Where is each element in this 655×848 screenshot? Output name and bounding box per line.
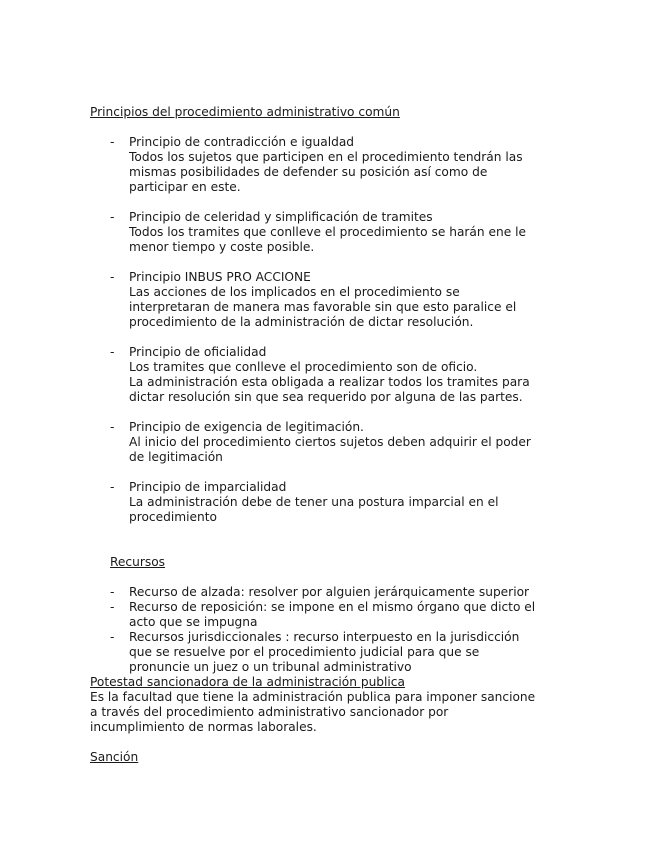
heading-recursos: Recursos — [110, 555, 166, 569]
principle-title: Principio de celeridad y simplificación de tramites — [129, 210, 433, 224]
heading-principios: Principios del procedimiento administrativo común — [90, 105, 400, 119]
bullet-dash: - — [110, 345, 115, 359]
list-item-principle-3 — [110, 270, 570, 330]
principle-text-line: Al inicio del procedimiento ciertos sujetos deben adquirir el poder — [129, 435, 531, 449]
principle-text-line: La administración esta obligada a realizar todos los tramites para — [129, 375, 530, 389]
list-item-principle-4 — [110, 345, 570, 405]
potestad-paragraph — [90, 690, 570, 735]
resource-text-line: Recurso de reposición: se impone en el mismo órgano que dicto el — [129, 600, 536, 614]
principle-text-line: procedimiento — [129, 510, 217, 524]
resources-list — [110, 585, 570, 675]
bullet-dash: - — [110, 600, 115, 614]
list-item-principle-2 — [110, 210, 570, 255]
list-item-principle-5 — [110, 420, 570, 465]
resource-text-line: que se resuelve por el procedimiento judicial para que se — [129, 645, 480, 659]
resource-text-line: acto que se impugna — [129, 615, 258, 629]
principle-text-line: de legitimación — [129, 450, 223, 464]
principle-text-line: mismas posibilidades de defender su posición así como de — [129, 165, 488, 179]
bullet-dash: - — [110, 135, 115, 149]
heading-sancion: Sanción — [90, 750, 139, 764]
principle-title: Principio de imparcialidad — [129, 480, 287, 494]
resource-text-line: Recursos jurisdiccionales : recurso interpuesto en la jurisdicción — [129, 630, 520, 644]
principle-text-line: dictar resolución sin que sea requerido por alguna de las partes. — [129, 390, 523, 404]
principle-title: Principio INBUS PRO ACCIONE — [129, 270, 311, 284]
principle-text-line: interpretaran de manera mas favorable sin que esto paralice el — [129, 300, 517, 314]
principle-text-line: procedimiento de la administración de dictar resolución. — [129, 315, 474, 329]
principle-title: Principio de exigencia de legitimación. — [129, 420, 364, 434]
resource-text-line: pronuncie un juez o un tribunal administrativo — [129, 660, 412, 674]
principle-text-line: Las acciones de los implicados en el procedimiento se — [129, 285, 460, 299]
principle-text-line: menor tiempo y coste posible. — [129, 240, 315, 254]
list-item-resource-3 — [110, 630, 570, 675]
principle-title: Principio de oficialidad — [129, 345, 267, 359]
bullet-dash: - — [110, 210, 115, 224]
principle-text-line: La administración debe de tener una postura imparcial en el — [129, 495, 499, 509]
paragraph-line: incumplimiento de normas laborales. — [90, 720, 317, 734]
principle-text-line: participar en este. — [129, 180, 241, 194]
bullet-dash: - — [110, 480, 115, 494]
bullet-dash: - — [110, 585, 115, 599]
bullet-dash: - — [110, 630, 115, 644]
principle-title: Principio de contradicción e igualdad — [129, 135, 355, 149]
list-item-resource-1 — [110, 585, 570, 600]
principle-text-line: Todos los sujetos que participen en el procedimiento tendrán las — [129, 150, 523, 164]
bullet-dash: - — [110, 420, 115, 434]
principle-text-line: Todos los tramites que conlleve el procedimiento se harán ene le — [129, 225, 526, 239]
list-item-principle-6 — [110, 480, 570, 525]
principle-text-line: Los tramites que conlleve el procedimiento son de oficio. — [129, 360, 478, 374]
heading-potestad: Potestad sancionadora de la administración publica — [90, 675, 405, 689]
list-item-principle-1 — [110, 135, 570, 195]
paragraph-line: Es la facultad que tiene la administración publica para imponer sancione — [90, 690, 536, 704]
paragraph-line: a través del procedimiento administrativo sancionador por — [90, 705, 449, 719]
list-item-resource-2 — [110, 600, 570, 630]
bullet-dash: - — [110, 270, 115, 284]
principles-list — [110, 135, 570, 540]
resource-text-line: Recurso de alzada: resolver por alguien jerárquicamente superior — [129, 585, 530, 599]
